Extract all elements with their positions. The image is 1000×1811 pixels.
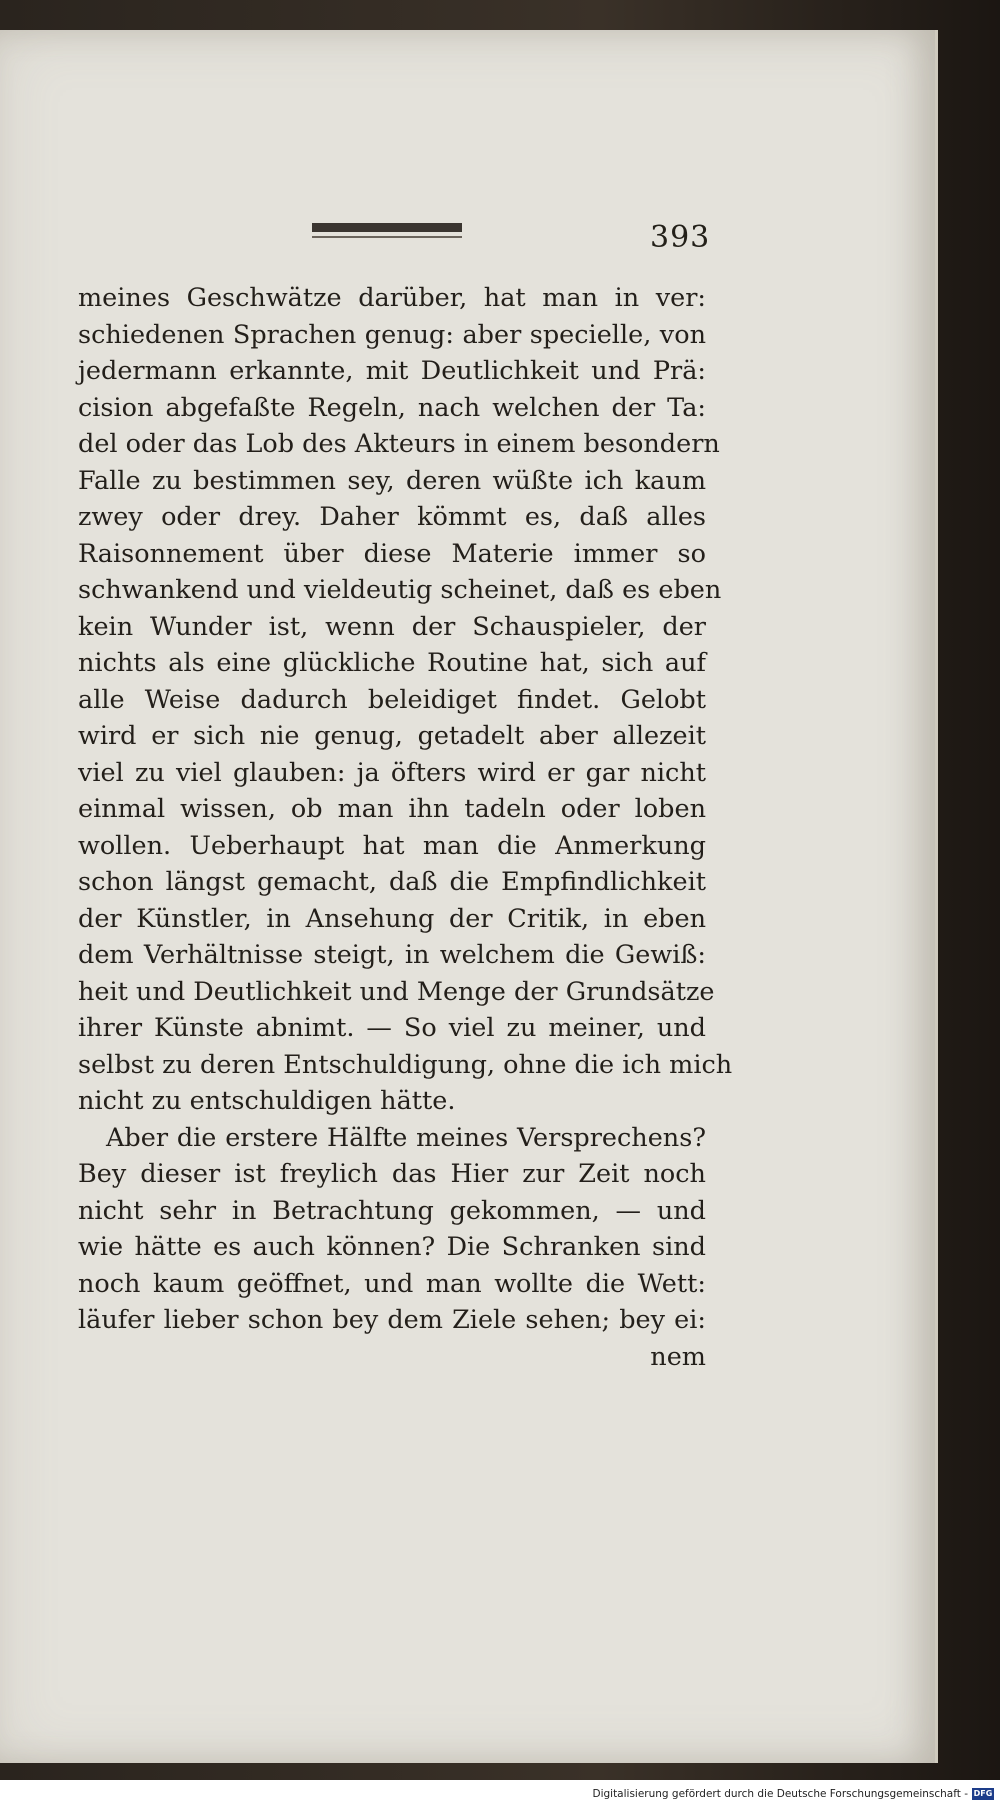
text-line: alle Weise dadurch beleidiget findet. Gelobt [78, 684, 706, 715]
text-line: del oder das Lob des Akteurs in einem besondern [78, 429, 720, 459]
text-line: zwey oder drey. Daher kömmt es, daß alles [78, 502, 706, 532]
text-line: jedermann erkannte, mit Deutlichkeit und Prä: [78, 356, 706, 386]
text-line: schon längst gemacht, daß die Empfindlichkeit [78, 867, 706, 897]
text-line: nicht zu entschuldigen hätte. [78, 1086, 456, 1116]
body-text [78, 280, 733, 1375]
text-line: schwankend und vieldeutig scheinet, daß es eben [78, 575, 722, 605]
text-line: Aber die erstere Hälfte meines Versprechens? [106, 1122, 706, 1153]
dfg-logo: DFG [973, 1789, 993, 1798]
footer-bar [0, 1780, 1000, 1811]
text-line: heit und Deutlichkeit und Menge der Grundsätze [78, 976, 715, 1007]
text-line: wie hätte es auch können? Die Schranken sind [78, 1232, 706, 1262]
text-line: wird er sich nie genug, getadelt aber allezeit [78, 721, 706, 751]
footer-credit: Digitalisierung gefördert durch die Deutsche Forschungsgemeinschaft - [592, 1788, 968, 1800]
text-line: läufer lieber schon bey dem Ziele sehen; bey ei: [78, 1305, 706, 1335]
text-line: selbst zu deren Entschuldigung, ohne die ich mich [78, 1049, 733, 1080]
page-number: 393 [650, 220, 711, 255]
text-line: Falle zu bestimmen sey, deren wüßte ich kaum [78, 465, 706, 496]
text-line: nicht sehr in Betrachtung gekommen, — und [78, 1195, 706, 1226]
text-line: Bey dieser ist freylich das Hier zur Zeit noch [78, 1159, 706, 1189]
text-line: schiedenen Sprachen genug: aber specielle, von [78, 319, 706, 350]
text-line: einmal wissen, ob man ihn tadeln oder loben [78, 794, 706, 824]
text-line: viel zu viel glauben: ja öfters wird er gar nicht [78, 757, 706, 788]
book-page [0, 30, 938, 1763]
text-line: wollen. Ueberhaupt hat man die Anmerkung [78, 830, 706, 861]
text-line: kein Wunder ist, wenn der Schauspieler, der [78, 611, 706, 642]
text-line: ihrer Künste abnimt. — So viel zu meiner, und [78, 1013, 706, 1043]
text-line: nichts als eine glückliche Routine hat, sich auf [78, 648, 706, 678]
text-line: nem [650, 1341, 706, 1372]
text-line: Raisonnement über diese Materie immer so [78, 538, 706, 569]
text-line: cision abgefaßte Regeln, nach welchen der Ta: [78, 392, 706, 423]
text-line: noch kaum geöffnet, und man wollte die Wett: [78, 1268, 706, 1299]
text-line: der Künstler, in Ansehung der Critik, in eben [78, 903, 706, 934]
header-rule [312, 223, 462, 232]
text-line: meines Geschwätze darüber, hat man in ver: [78, 283, 706, 313]
text-line: dem Verhältnisse steigt, in welchem die Gewiß: [78, 940, 706, 970]
